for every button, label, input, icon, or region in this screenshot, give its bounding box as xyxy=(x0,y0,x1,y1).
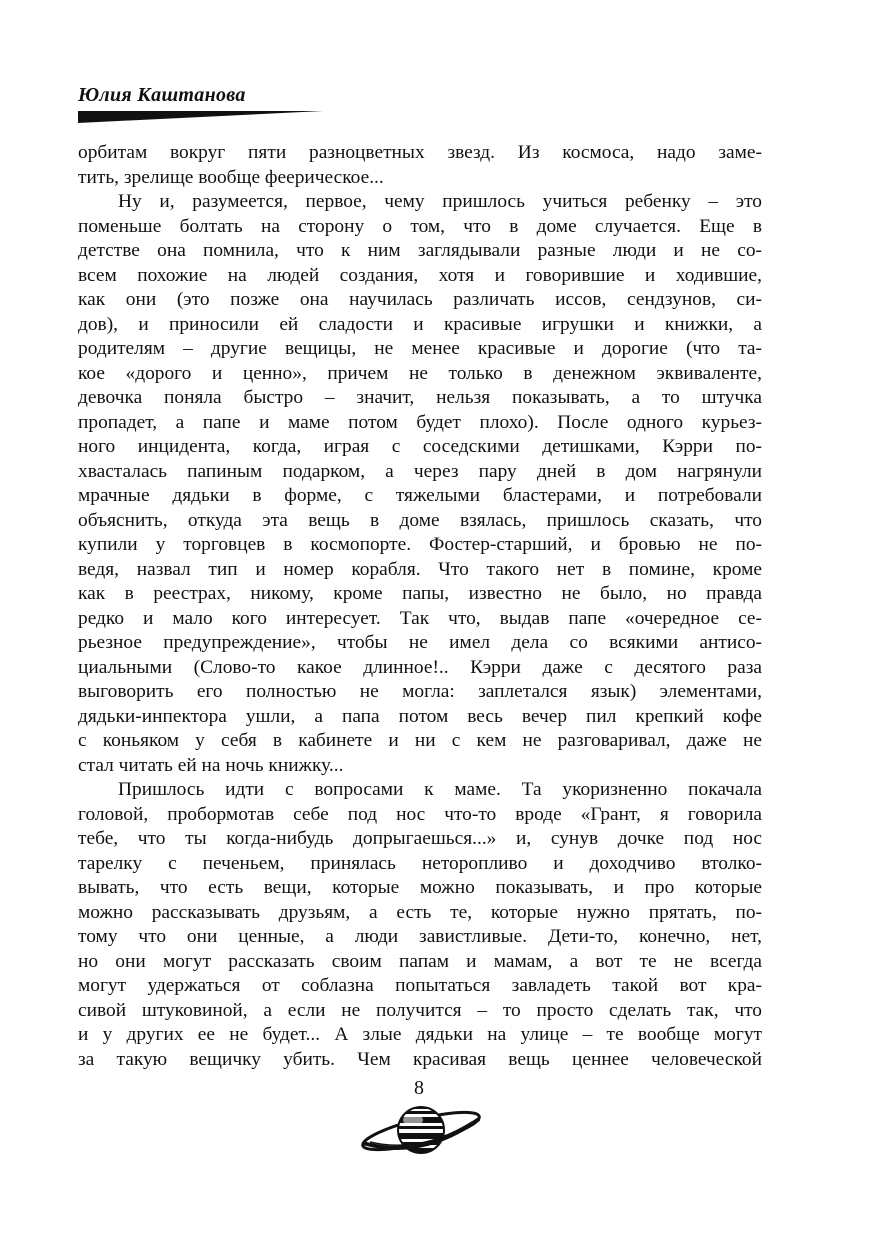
body-text-line: ведя, назвал тип и номер корабля. Что такого нет в помине, кроме xyxy=(78,558,762,580)
body-text-line: за такую вещичку убить. Чем красивая вещь ценнее человеческой xyxy=(78,1048,762,1070)
body-text-line: Ну и, разумеется, первое, чему пришлось учиться ребенку – это xyxy=(118,191,762,212)
body-text-line: кое «дорого и ценно», причем не только в денежном эквиваленте, xyxy=(78,362,762,384)
body-text-line: рьезное предупреждение», чтобы не имел дела со всякими антисо- xyxy=(78,632,762,653)
body-text-line: девочка поняла быстро – значит, нельзя показывать, а то штучка xyxy=(78,387,762,408)
body-text-line: купили у торговцев в космопорте. Фостер-старший, и бровью не по- xyxy=(78,534,762,555)
body-text-line: редко и мало кого интересует. Так что, выдав папе «очередное се- xyxy=(78,607,762,629)
body-text-line: орбитам вокруг пяти разноцветных звезд. Из космоса, надо заме- xyxy=(78,142,762,163)
body-text-line: детстве она помнила, что к ним заглядывали разные люди и не со- xyxy=(78,240,762,261)
body-text-line: дядьки-инпектора ушли, а папа потом весь вечер пил крепкий кофе xyxy=(78,705,762,727)
body-text-line: циальными (Слово-то какое длинное!.. Кэрри даже с десятого раза xyxy=(78,656,762,678)
body-text-line: как в реестрах, никому, кроме папы, известно не было, но правда xyxy=(78,583,762,604)
body-text-line: сивой штуковиной, а если не получится – то просто сделать так, что xyxy=(78,999,762,1021)
body-text-line: тебе, что ты когда-нибудь допрыгаешься...» и, сунув дочке под нос xyxy=(78,828,762,849)
body-text-line: вывать, что есть вещи, которые можно показывать, и про которые xyxy=(78,877,762,898)
body-text-line: головой, пробормотав себе под нос что-то вроде «Грант, я говорила xyxy=(78,803,762,825)
body-text-line: тарелку с печеньем, принялась неторопливо и доходчиво втолко- xyxy=(78,852,762,874)
body-text-line: мрачные дядьки в форме, с тяжелыми бластерами, и потребовали xyxy=(78,485,762,506)
body-text-line: как они (это позже она научилась различать иссов, сендзунов, си- xyxy=(78,289,762,310)
body-text-line: родителям – другие вещицы, не менее красивые и дорогие (что та- xyxy=(78,338,762,359)
body-text-line: и у других ее не будет... А злые дядьки на улице – те вообще могут xyxy=(78,1024,762,1045)
body-text-line: выговорить его полностью не могла: заплетался язык) элементами, xyxy=(78,681,762,702)
body-text-line: с коньяком у себя в кабинете и ни с кем не разговаривал, даже не xyxy=(78,730,762,751)
body-text-line: поменьше болтать на сторону о том, что в доме случается. Еще в xyxy=(78,215,762,237)
body-text-line: тить, зрелище вообще феерическое... xyxy=(78,166,384,188)
body-text-line: стал читать ей на ночь книжку... xyxy=(78,754,344,776)
page-number: 8 xyxy=(414,1077,424,1099)
body-text-line: можно рассказывать друзьям, а есть те, которые нужно прятать, по- xyxy=(78,901,762,923)
body-text-line: ного инцидента, когда, играя с соседскими детишками, Кэрри по- xyxy=(78,436,762,457)
body-text-line: объяснить, откуда эта вещь в доме взялась, пришлось сказать, что xyxy=(78,509,762,531)
running-header-author: Юлия Каштанова xyxy=(78,84,246,106)
body-text-line: хвасталась папиным подарком, а через пару дней в дом нагрянули xyxy=(78,460,762,482)
body-text-line: Пришлось идти с вопросами к маме. Та укоризненно покачала xyxy=(118,779,762,800)
body-text-line: могут удержаться от соблазна попытаться завладеть такой вот кра- xyxy=(78,975,762,996)
body-text-line: тому что они ценные, а люди завистливые. Дети-то, конечно, нет, xyxy=(78,926,762,947)
saturn-planet-icon xyxy=(358,1098,484,1162)
body-text-line: всем похожие на людей создания, хотя и говорившие и ходившие, xyxy=(78,264,762,286)
body-text-line: дов), и приносили ей сладости и красивые игрушки и книжки, а xyxy=(78,313,762,335)
header-rule-divider xyxy=(78,111,323,123)
body-text-line: но они могут рассказать своим папам и мамам, а вот те не всегда xyxy=(78,950,762,972)
body-text-line: пропадет, а папе и маме потом будет плохо). После одного курьез- xyxy=(78,411,762,433)
page-body-text xyxy=(78,141,762,1072)
